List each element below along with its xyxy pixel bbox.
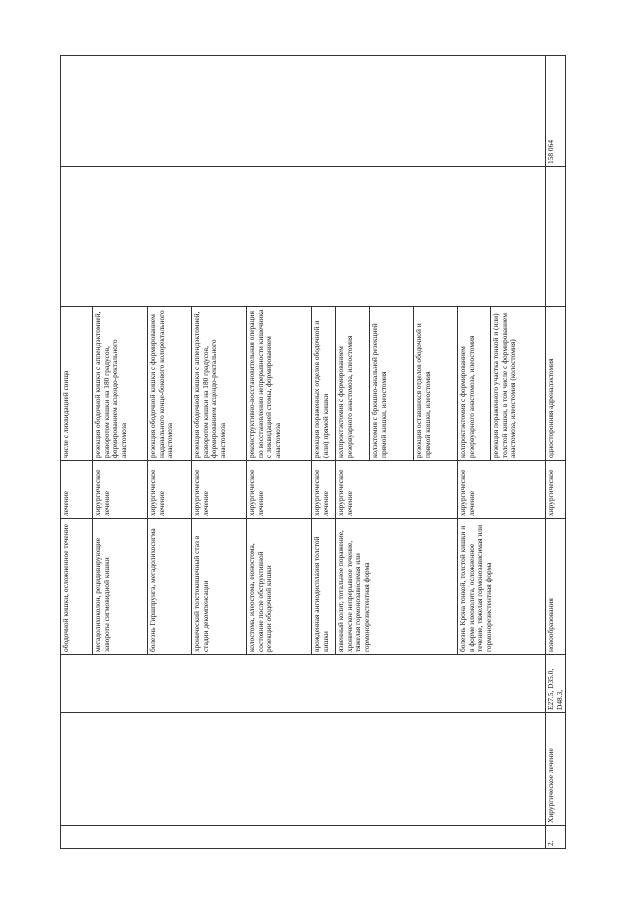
- method-cell: колпроктэктомия с формированием резервуарного анастомоза, илеостомия: [336, 307, 370, 461]
- treatment-type-cell: лечение: [61, 461, 93, 519]
- method-cell: резекция ободочной кишки с аппендэктомией, разворотом кишки на 180 градусов, формированием асцендо-ректального анастомоза: [93, 307, 148, 461]
- row-number-cell: 2.: [546, 826, 566, 849]
- treatment-type-cell: хирургическое: [546, 461, 566, 519]
- method-cell: резекция пораженных отделов ободочной и (или) прямой кишки: [312, 307, 336, 461]
- empty-cell: [546, 167, 566, 307]
- treatment-type-cell: хирургическое лечение: [336, 461, 458, 519]
- treatment-type-cell: хирургическое лечение: [247, 461, 312, 519]
- treatment-type-cell: хирургическое лечение: [148, 461, 192, 519]
- cost-cell: [61, 56, 546, 167]
- condition-cell: хронический толстокишечный стаз в стадии декомпенсации: [192, 519, 247, 655]
- table-row: [546, 56, 566, 849]
- condition-cell: язвенный колит, тотальное поражение, хроническое непрерывное течение, тяжелая гормонозависимая или гормонорезистентная форма: [336, 519, 458, 655]
- method-cell: колпроктэктомия с формированием резервуарного анастомоза, илеостомия: [458, 307, 491, 461]
- row-number-cell: [61, 826, 546, 849]
- section-cell: [61, 713, 546, 826]
- treatment-type-cell: хирургическое лечение: [93, 461, 148, 519]
- treatment-type-cell: хирургическое лечение: [192, 461, 247, 519]
- section-cell: Хирургическое лечение: [546, 713, 566, 826]
- method-cell: резекция ободочной кишки с формированием наданального конце-бокового колоректального анастомоза: [148, 307, 192, 461]
- method-cell: резекция оставшихся отделов ободочной и прямой кишки, илеостомия: [414, 307, 458, 461]
- method-cell: колэктомия с брюшно-анальной резекцией прямой кишки, илеостомия: [370, 307, 414, 461]
- treatment-type-cell: хирургическое лечение: [312, 461, 336, 519]
- codes-cell: [61, 655, 546, 713]
- method-cell: реконструктивно-восстановительная операция по восстановлению непрерывности кишечника с ликвидацией стомы, формированием анастомоза: [247, 307, 312, 461]
- codes-cell: E27.5, D35.0, D48.3,: [546, 655, 566, 713]
- condition-cell: болезнь Крона тонкой, толстой кишки и в форме илеоколита, осложненное течение, тяжелая гормонозависимая или гормонорезистентная форма: [458, 519, 546, 655]
- condition-cell: новообразования: [546, 519, 566, 655]
- treatment-type-cell: хирургическое лечение: [458, 461, 546, 519]
- empty-cell: [61, 167, 546, 307]
- procedures-table: [60, 55, 566, 849]
- method-cell: резекция ободочной кишки с аппендэктомией, разворотом кишки на 180 градусов, формированием асцендо-ректального анастомоза: [192, 307, 247, 461]
- condition-cell: ободочной кишки, осложненное течение: [61, 519, 93, 655]
- method-cell: числе с ликвидацией свища: [61, 307, 93, 461]
- cost-cell: 158 064: [546, 56, 566, 167]
- condition-cell: мегадолихоколон, рецидивирующие завороты сигмовидной кишки: [93, 519, 148, 655]
- method-cell: односторонняя адреналэктомия: [546, 307, 566, 461]
- condition-cell: врожденная ангиодисплазия толстой кишки: [312, 519, 336, 655]
- condition-cell: болезнь Гиршпрунга, мегадолихосигма: [148, 519, 192, 655]
- table-row: [61, 56, 93, 849]
- method-cell: резекция пораженного участка тонкой и (или) толстой кишки, в том числе с формированием анастомоза, илеостомия (колостомия): [491, 307, 546, 461]
- condition-cell: колостома, илеостома, еюностома, состояние после обструктивной резекции ободочной кишки: [247, 519, 312, 655]
